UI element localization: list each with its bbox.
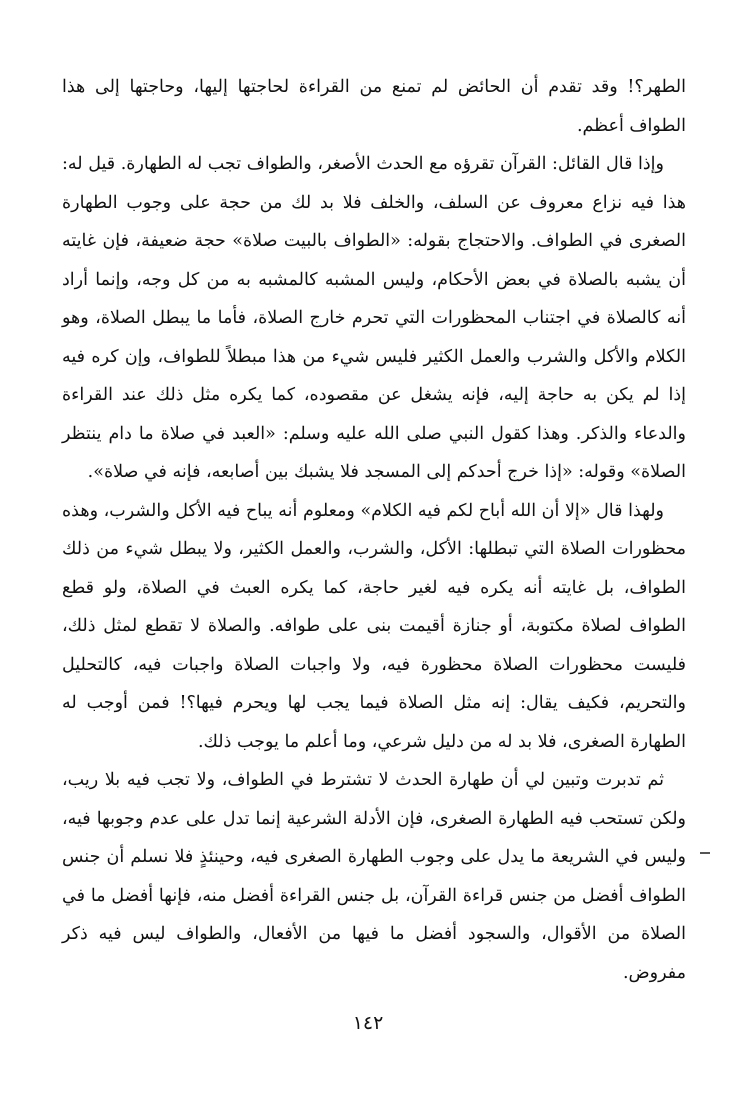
page-body <box>62 68 686 992</box>
paragraph-4: ثم تدبرت وتبين لي أن طهارة الحدث لا تشترط في الطواف، ولا تجب فيه بلا ريب، ولكن تستحب فيه الطهارة الصغرى، فإن الأدلة الشرعية إنما تدل على عدم وجوبها فيه، وليس في الشريعة ما يدل على وجوب الطهارة الصغرى فيه، وحينئذٍ فلا نسلم أن جنس الطواف أفضل من جنس قراءة القرآن، بل جنس القراءة أفضل منه، فإنها أفضل ما في الصلاة من الأقوال، والسجود أفضل ما فيها من الأفعال، والطواف ليس فيه ذكر مفروض. <box>62 770 686 983</box>
paragraph-1: الطهر؟! وقد تقدم أن الحائض لم تمنع من القراءة لحاجتها إليها، وحاجتها إلى هذا الطواف أعظم. <box>62 77 686 136</box>
paragraph-3: ولهذا قال «إلا أن الله أباح لكم فيه الكلام» ومعلوم أنه يباح فيه الأكل والشرب، وهذه محظورات الصلاة التي تبطلها: الأكل، والشرب، والعمل الكثير، ولا يبطل شيء من ذلك الطواف، بل غايته أنه يكره فيه لغير حاجة، كما يكره العبث في الصلاة، ولو قطع الطواف لصلاة مكتوبة، أو جنازة أقيمت بنى على طوافه. والصلاة لا تقطع لمثل ذلك، فليست محظورات الصلاة محظورة فيه، ولا واجبات الصلاة واجبات فيه، كالتحليل والتحريم، فكيف يقال: إنه مثل الصلاة فيما يجب لها ويحرم فيها؟! فمن أوجب له الطهارة الصغرى، فلا بد له من دليل شرعي، وما أعلم ما يوجب ذلك. <box>62 500 686 752</box>
page-number: ١٤٢ <box>352 1012 384 1034</box>
margin-dash-mark <box>700 852 710 854</box>
paragraph-2: وإذا قال القائل: القرآن تقرؤه مع الحدث الأصغر، والطواف تجب له الطهارة. قيل له: هذا فيه نزاع معروف عن السلف، والخلف فلا بد لك من حجة على وجوب الطهارة الصغرى في الطواف. والاحتجاج بقوله: «الطواف بالبيت صلاة» حجة ضعيفة، فإن غايته أن يشبه بالصلاة في بعض الأحكام، وليس المشبه كالمشبه به من كل وجه، وإنما أراد أنه كالصلاة في اجتناب المحظورات التي تحرم خارج الصلاة، فأما ما يبطل الصلاة، وهو الكلام والأكل والشرب والعمل الكثير فليس شيء من هذا مبطلاً للطواف، وإن كره فيه إذا لم يكن به حاجة إليه، فإنه يشغل عن مقصوده، كما يكره مثل ذلك عند القراءة والدعاء والذكر. وهذا كقول النبي صلى الله عليه وسلم: «العبد في صلاة ما دام ينتظر الصلاة» وقوله: «إذا خرج أحدكم إلى المسجد فلا يشبك بين أصابعه، فإنه في صلاة». <box>62 154 686 482</box>
